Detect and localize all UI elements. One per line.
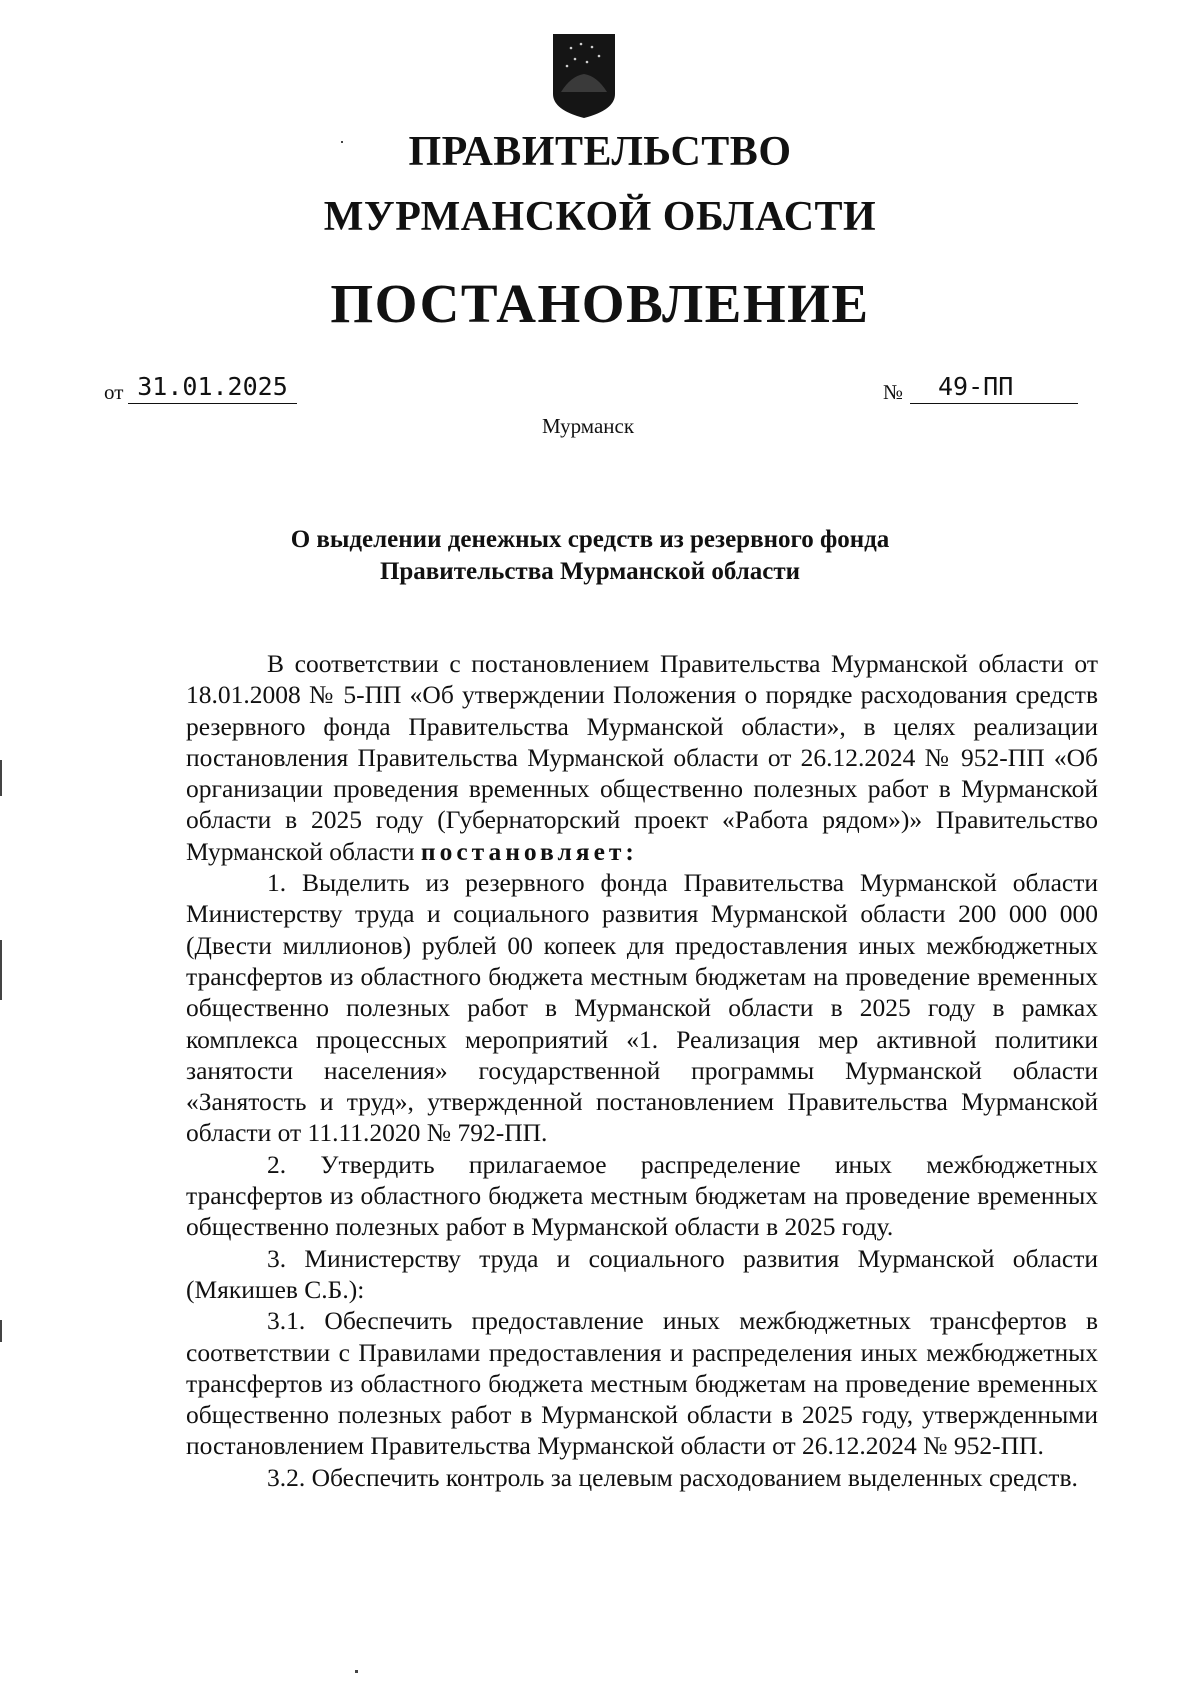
preamble-paragraph	[186, 648, 1098, 867]
item-1: 1. Выделить из резервного фонда Правительства Мурманской области Министерству труда и социального развития Мурманской области 200 000 000 (Двести миллионов) рублей 00 копеек для предоставления иных межбюджетных трансфертов из областного бюджета местным бюджетам на проведение временных общественно полезных работ в Мурманской области в 2025 году в рамках комплекса процессных мероприятий «1. Реализация мер активной политики занятости населения» государственной программы Мурманской области «Занятость и труд», утвержденной постановлением Правительства Мурманской области от 11.11.2020 № 792-ПП.	[186, 868, 1098, 1148]
title-line1: О выделении денежных средств из резервного фонда	[290, 526, 890, 553]
org-name-line2: МУРМАНСКОЙ ОБЛАСТИ	[323, 194, 877, 240]
scan-edge-mark	[0, 760, 2, 796]
number-value: 49-ПП	[910, 371, 1078, 404]
title-line2: Правительства Мурманской области	[379, 558, 801, 585]
decree-word: постановляет:	[420, 836, 638, 866]
document-title	[0, 524, 1180, 588]
date-value: 31.01.2025	[128, 371, 297, 404]
item-3: 3. Министерству труда и социального развития Мурманской области (Мякишев С.Б.):	[186, 1243, 1098, 1304]
document-body	[186, 648, 1098, 1493]
item-3-2: 3.2. Обеспечить контроль за целевым расходованием выделенных средств.	[267, 1462, 1078, 1492]
city: Мурманск	[541, 414, 635, 438]
scan-dot-mark	[341, 141, 343, 143]
coat-of-arms-emblem	[551, 32, 617, 120]
item-3-1: 3.1. Обеспечить предоставление иных межбюджетных трансфертов в соответствии с Правилами предоставления и распределения иных межбюджетных трансфертов из областного бюджета местным бюджетам на проведение временных общественно полезных работ в Мурманской области в 2025 году, утвержденными постановлением Правительства Мурманской области от 26.12.2024 № 952-ПП.	[186, 1306, 1098, 1461]
item-2: 2. Утвердить прилагаемое распределение иных межбюджетных трансфертов из областного бюджета местным бюджетам на проведение временных общественно полезных работ в Мурманской области в 2025 году.	[186, 1149, 1098, 1242]
scan-edge-mark	[0, 940, 2, 1000]
document-type: ПОСТАНОВЛЕНИЕ	[330, 273, 870, 334]
number-label: №	[883, 380, 904, 404]
org-name-line1: ПРАВИТЕЛЬСТВО	[408, 129, 792, 175]
scan-dot-mark	[355, 1670, 358, 1673]
preamble-text: В соответствии с постановлением Правительства Мурманской области от 18.01.2008 № 5-ПП «Об утверждении Положения о порядке расходования средств резервного фонда Правительства Мурманской области», в целях реализации постановления Правительства Мурманской области от 26.12.2024 № 952-ПП «Об организации проведения временных общественно полезных работ в Мурманской области в 2025 году (Губернаторский проект «Работа рядом»)» Правительство Мурманской области	[186, 649, 1098, 866]
date-label: от	[104, 380, 124, 404]
scan-edge-mark	[0, 1320, 2, 1342]
